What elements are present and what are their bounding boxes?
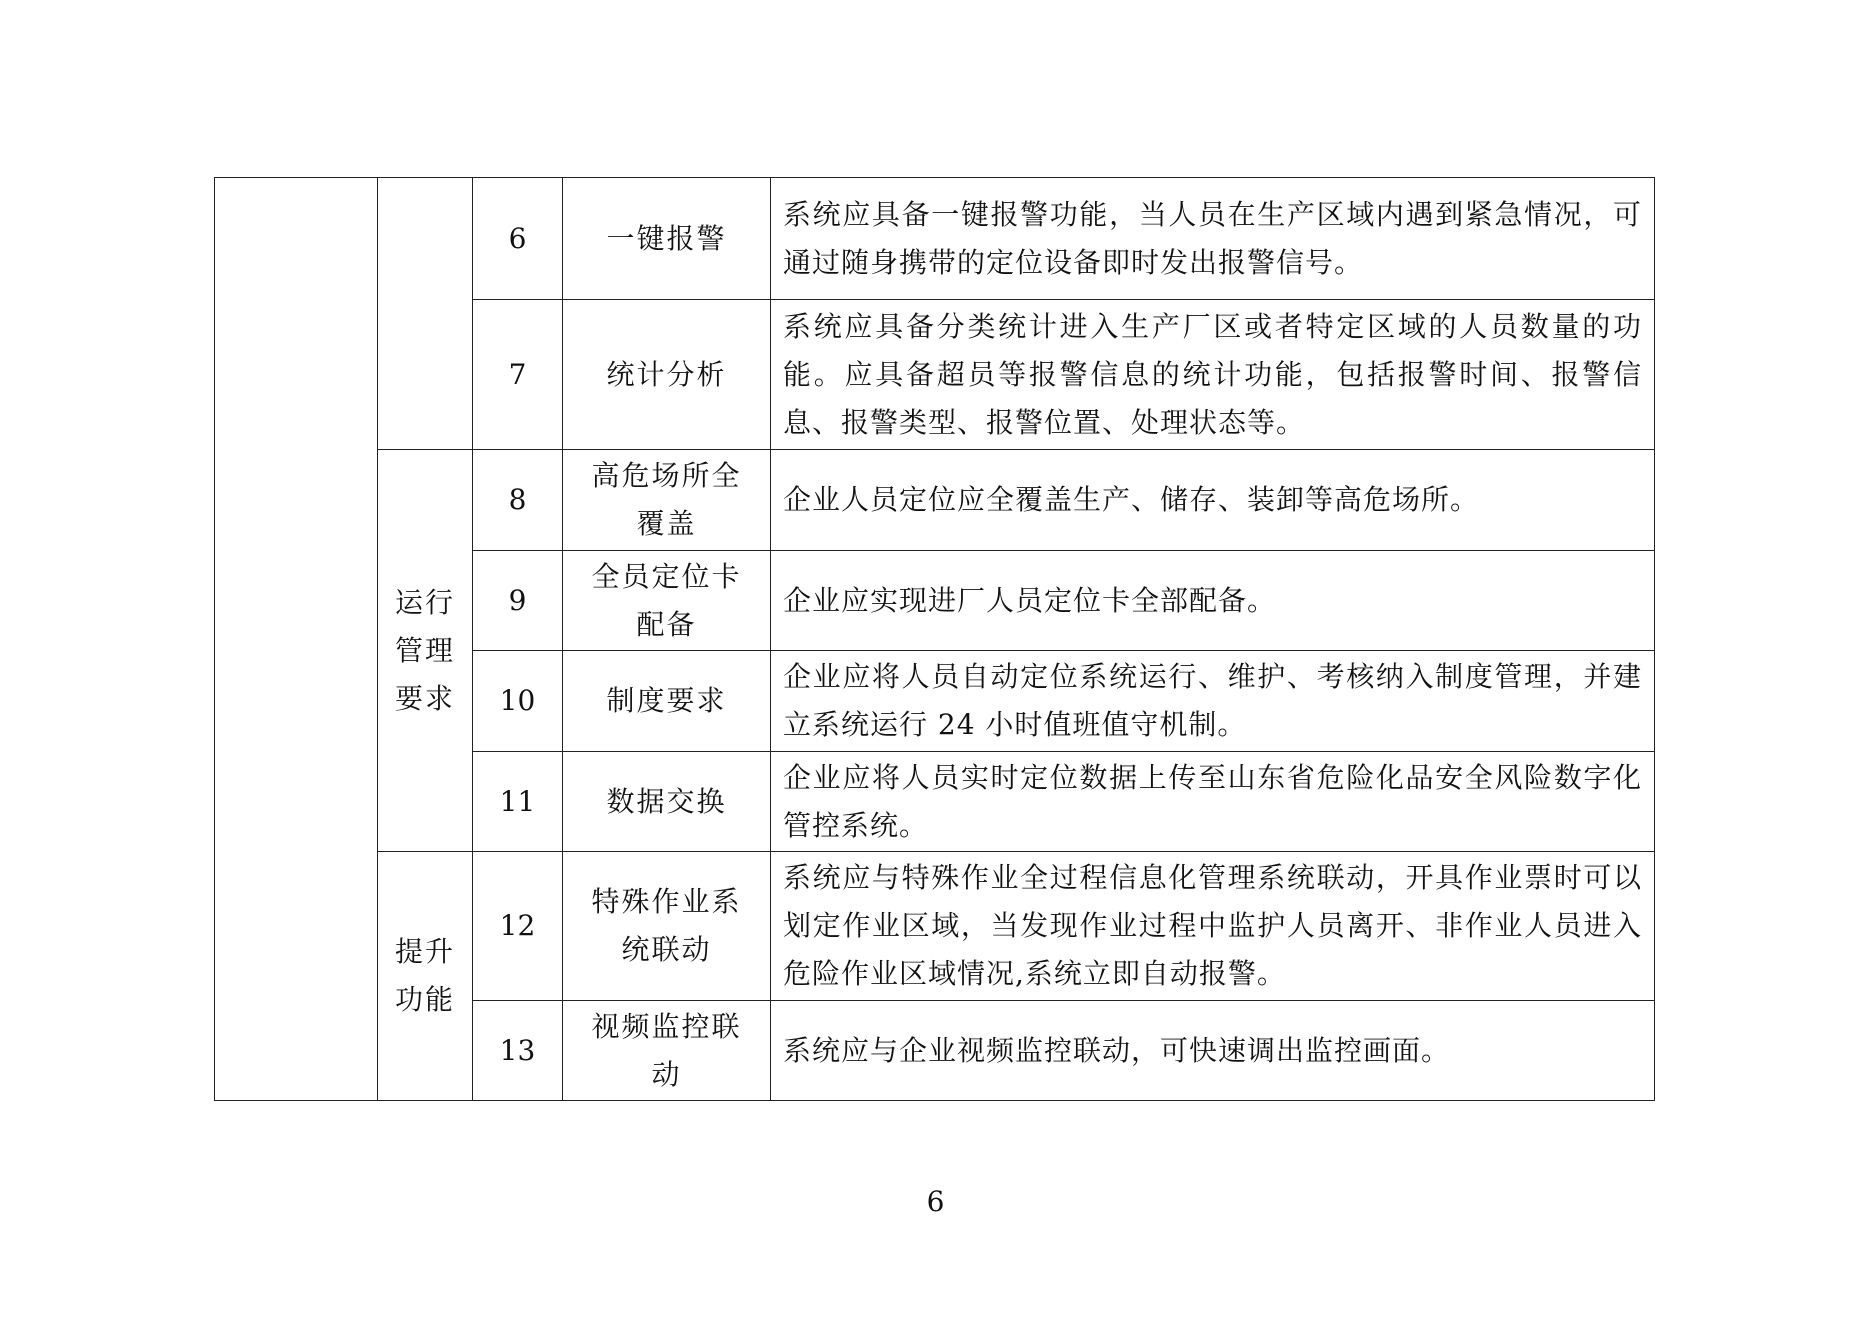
item-description: 企业人员定位应全覆盖生产、储存、装卸等高危场所。	[771, 450, 1655, 551]
row-number: 10	[473, 651, 563, 752]
row-number: 11	[473, 752, 563, 852]
item-description: 系统应与企业视频监控联动，可快速调出监控画面。	[771, 1001, 1655, 1101]
category-cell: 提升功能	[378, 852, 473, 1101]
item-description: 系统应与特殊作业全过程信息化管理系统联动，开具作业票时可以划定作业区域，当发现作业过程中监护人员离开、非作业人员进入危险作业区域情况,系统立即自动报警。	[771, 852, 1655, 1001]
item-description: 系统应具备一键报警功能，当人员在生产区域内遇到紧急情况，可通过随身携带的定位设备即时发出报警信号。	[771, 178, 1655, 300]
item-name: 一键报警	[563, 178, 771, 300]
item-name: 视频监控联动	[563, 1001, 771, 1101]
item-name: 特殊作业系统联动	[563, 852, 771, 1001]
category-cell: 运行管理要求	[378, 450, 473, 852]
row-number: 13	[473, 1001, 563, 1101]
table-row	[215, 450, 1655, 551]
row-number: 6	[473, 178, 563, 300]
item-description: 系统应具备分类统计进入生产厂区或者特定区域的人员数量的功能。应具备超员等报警信息的统计功能，包括报警时间、报警信息、报警类型、报警位置、处理状态等。	[771, 300, 1655, 450]
item-description: 企业应实现进厂人员定位卡全部配备。	[771, 551, 1655, 651]
item-description: 企业应将人员实时定位数据上传至山东省危险化品安全风险数字化管控系统。	[771, 752, 1655, 852]
requirements-table	[214, 177, 1655, 1101]
item-name: 统计分析	[563, 300, 771, 450]
blank-outer-cell	[215, 178, 378, 1101]
item-name: 全员定位卡配备	[563, 551, 771, 651]
page-number: 6	[926, 1185, 945, 1218]
row-number: 12	[473, 852, 563, 1001]
row-number: 8	[473, 450, 563, 551]
item-name: 高危场所全覆盖	[563, 450, 771, 551]
category-cell	[378, 178, 473, 450]
table-row	[215, 178, 1655, 300]
table-row	[215, 852, 1655, 1001]
item-description: 企业应将人员自动定位系统运行、维护、考核纳入制度管理，并建立系统运行 24 小时值班值守机制。	[771, 651, 1655, 752]
row-number: 7	[473, 300, 563, 450]
item-name: 数据交换	[563, 752, 771, 852]
row-number: 9	[473, 551, 563, 651]
item-name: 制度要求	[563, 651, 771, 752]
